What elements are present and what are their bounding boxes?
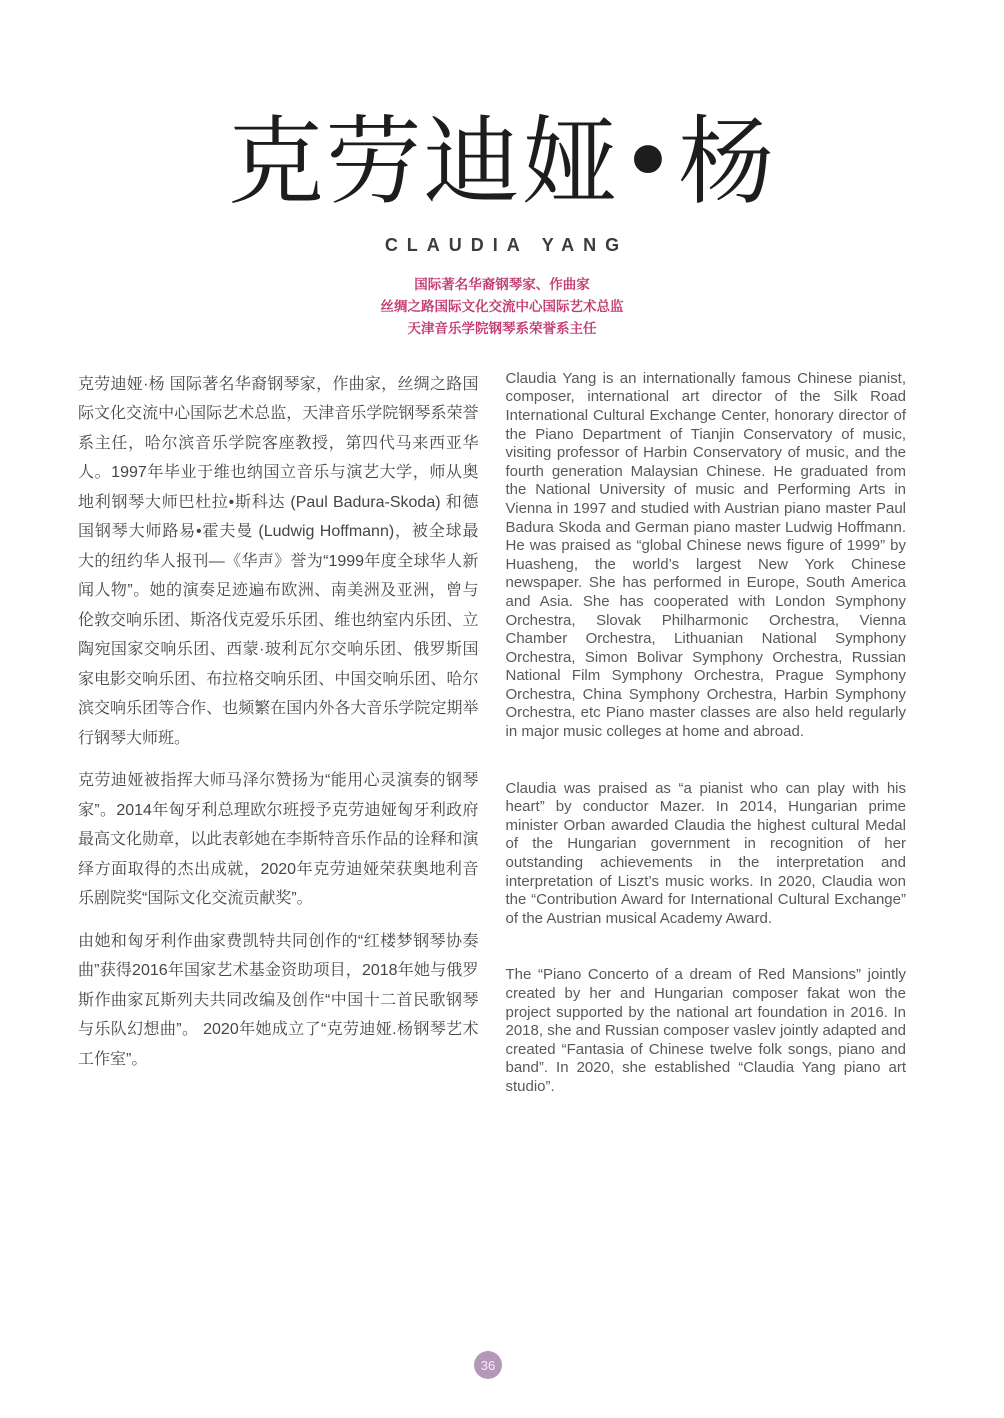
english-column [506, 370, 907, 1135]
page-header [0, 0, 1004, 340]
page-title-latin: CLAUDIA YANG [384, 234, 629, 255]
english-paragraph: The “Piano Concerto of a dream of Red Mansions” jointly created by her and Hungarian composer fakat won the project supported by the national art foundation in 2016. In 2018, she and Russian composer vaslev jointly adapted and created “Fantasia of Chinese twelve folk songs, piano and band”. In 2020, she established “Claudia Yang piano art studio”. [505, 966, 906, 1095]
chinese-paragraph: 由她和匈牙利作曲家费凯特共同创作的“红楼梦钢琴协奏曲”获得2016年国家艺术基金资助项目，2018年她与俄罗斯作曲家瓦斯列夫共同改编及创作“中国十二首民歌钢琴与乐队幻想曲”。 2020年她成立了“克劳迪娅.杨钢琴艺术工作室”。 [78, 932, 479, 1068]
english-paragraph: Claudia Yang is an internationally famous Chinese pianist, composer, international art director of the Silk Road International Cultural Exchange Center, honorary director of the Piano Department of Tianjin Conservatory of music, visiting professor of Harbin Conservatory of music, and the fourth generation Malaysian Chinese. He graduated from the National University of music and Performing Arts in Vienna in 1997 and studied with Austrian piano master Paul Badura Skoda and German piano master Ludwig Hoffmann. He was praised as “global Chinese news figure of 1999” by Huasheng, the world’s largest New York Chinese newspaper. She has performed in Europe, South America and Asia. She has cooperated with London Symphony Orchestra, Slovak Philharmonic Orchestra, Vienna Chamber Orchestra, Lithuanian National Symphony Orchestra, Simon Bolivar Symphony Orchestra, Russian National Film Symphony Orchestra, Prague Symphony Orchestra, China Symphony Orchestra, Harbin Symphony Orchestra, etc Piano master classes are also held regularly in major music colleges at home and abroad. [505, 369, 906, 741]
page-number-badge [474, 1351, 502, 1379]
body-columns [0, 340, 1004, 1135]
english-paragraph: Claudia was praised as “a pianist who can play with his heart” by conductor Mazer. In 2014, Hungarian prime minister Orban awarded Claudia the highest cultural Medal of the Hungarian government in recognition of her outstanding achievements in the interpretation and interpretation of Liszt’s music works. In 2020, Claudia won the “Contribution Award for International Cultural Exchange” of the Austrian musical Academy Award. [505, 779, 906, 927]
credentials-block [0, 274, 1004, 340]
credential-line: 国际著名华裔钢琴家、作曲家 [414, 276, 590, 292]
credential-line: 天津音乐学院钢琴系荣誉系主任 [407, 320, 597, 336]
chinese-paragraph: 克劳迪娅·杨 国际著名华裔钢琴家，作曲家，丝绸之路国际文化交流中心国际艺术总监，天津音乐学院钢琴系荣誉系主任，哈尔滨音乐学院客座教授，第四代马来西亚华人。1997年毕业于维也纳国立音乐与演艺大学，师从奥地利钢琴大师巴杜拉•斯科达 (Paul Badura-Skoda) 和德国钢琴大师路易•霍夫曼 (Ludwig Hoffmann)，被全球最大的纽约华人报刊—《华声》誉为“1999年度全球华人新闻人物”。她的演奏足迹遍布欧洲、南美洲及亚洲，曾与伦敦交响乐团、斯洛伐克爱乐乐团、维也纳室内乐团、立陶宛国家交响乐团、西蒙·玻利瓦尔交响乐团、俄罗斯国家电影交响乐团、布拉格交响乐团、中国交响乐团、哈尔滨交响乐团等合作、也频繁在国内外各大音乐学院定期举行钢琴大师班。 [78, 375, 479, 747]
page-title: 克劳迪娅•杨 [227, 106, 777, 218]
chinese-column [78, 370, 479, 1088]
page-number: 36 [480, 1357, 496, 1373]
chinese-paragraph: 克劳迪娅被指挥大师马泽尔赞扬为“能用心灵演奏的钢琴家”。2014年匈牙利总理欧尔班授予克劳迪娅匈牙利政府最高文化勋章，以此表彰她在李斯特音乐作品的诠释和演绎方面取得的杰出成就，2020年克劳迪娅荣获奥地利音乐剧院奖“国际文化交流贡献奖”。 [78, 772, 479, 908]
credential-line: 丝绸之路国际文化交流中心国际艺术总监 [380, 298, 624, 314]
